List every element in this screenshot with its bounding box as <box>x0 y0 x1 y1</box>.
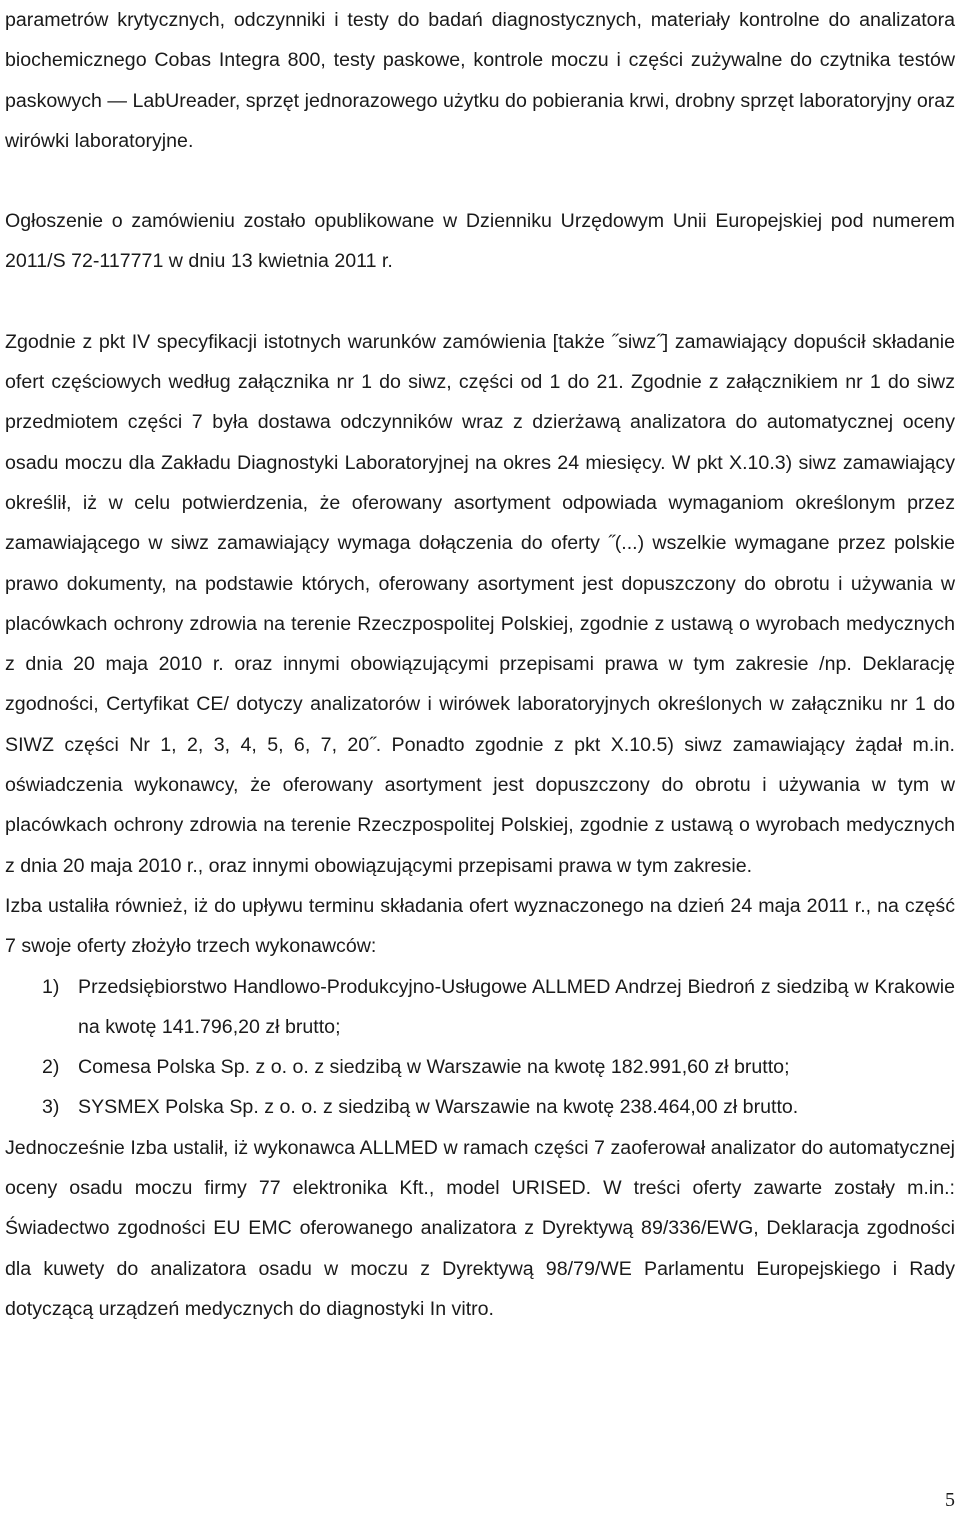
list-item-number: 2) <box>42 1056 60 1079</box>
paragraph-offers-intro: Izba ustaliła również, iż do upływu terminu składania ofert wyznaczonego na dzień 24 maja 2011 r., na część 7 swoje oferty złożyło trzech wykonawców: <box>5 894 955 958</box>
paragraph-allmed-offer: Jednocześnie Izba ustalił, iż wykonawca ALLMED w ramach części 7 zaoferował analizator do automatycznej oceny osadu moczu firmy 77 elektronika Kft., model URISED. W treści oferty zawarte zostały m.in.: Świadectwo zgodności EU EMC oferowanego analizatora z Dyrektywą 89/336/EWG, Deklaracja zgodności dla kuwety do analizatora osadu w moczu z Dyrektywą 98/79/WE Parlamentu Europejskiego i Rady dotyczącą urządzeń medycznych do diagnostyki In vitro. <box>5 1136 955 1320</box>
document-page <box>5 0 955 1329</box>
list-item <box>5 1087 955 1127</box>
paragraph-spacer <box>5 161 955 201</box>
list-item-number: 3) <box>42 1096 60 1119</box>
list-item <box>5 1047 955 1087</box>
list-item-text: Comesa Polska Sp. z o. o. z siedzibą w Warszawie na kwotę 182.991,60 zł brutto; <box>78 1056 790 1079</box>
paragraph-spacer <box>5 282 955 322</box>
list-item-text: Przedsiębiorstwo Handlowo-Produkcyjno-Usługowe ALLMED Andrzej Biedroń z siedzibą w Krakowie na kwotę 141.796,20 zł brutto; <box>78 975 955 1038</box>
paragraph-scope: parametrów krytycznych, odczynniki i testy do badań diagnostycznych, materiały kontrolne do analizatora biochemicznego Cobas Integra 800, testy paskowe, kontrole moczu i części zużywalne do czytnika testów paskowych ― LabUreader, sprzęt jednorazowego użytku do pobierania krwi, drobny sprzęt laboratoryjny oraz wirówki laboratoryjne. <box>5 9 955 152</box>
offers-list <box>5 967 955 1128</box>
page-number: 5 <box>945 1489 955 1511</box>
list-item-number: 1) <box>42 975 60 998</box>
list-item-text: SYSMEX Polska Sp. z o. o. z siedzibą w Warszawie na kwotę 238.464,00 zł brutto. <box>78 1096 799 1119</box>
paragraph-siwz-requirements: Zgodnie z pkt IV specyfikacji istotnych warunków zamówienia [także ˝siwz˝] zamawiający dopuścił składanie ofert częściowych według załącznika nr 1 do siwz, części od 1 do 21. Zgodnie z załącznikiem nr 1 do siwz przedmiotem części 7 była dostawa odczynników wraz z dzierżawą analizatora do automatycznej oceny osadu moczu dla Zakładu Diagnostyki Laboratoryjnej na okres 24 miesięcy. W pkt X.10.3) siwz zamawiający określił, iż w celu potwierdzenia, że oferowany asortyment odpowiada wymaganiom określonym przez zamawiającego w siwz zamawiający wymaga dołączenia do oferty ˝(...) wszelkie wymagane przez polskie prawo dokumenty, na podstawie których, oferowany asortyment jest dopuszczony do obrotu i używania w placówkach ochrony zdrowia na terenie Rzeczpospolitej Polskiej, zgodnie z ustawą o wyrobach medycznych z dnia 20 maja 2010 r. oraz innymi obowiązującymi przepisami prawa w tym zakresie /np. Deklarację zgodności, Certyfikat CE/ dotyczy analizatorów i wirówek laboratoryjnych określonych w załączniku nr 1 do SIWZ części Nr 1, 2, 3, 4, 5, 6, 7, 20˝. Ponadto zgodnie z pkt X.10.5) siwz zamawiający żądał m.in. oświadczenia wykonawcy, że oferowany asortyment jest dopuszczony do obrotu i używania w tym w placówkach ochrony zdrowia na terenie Rzeczpospolitej Polskiej, zgodnie z ustawą o wyrobach medycznych z dnia 20 maja 2010 r., oraz innymi obowiązującymi przepisami prawa w tym zakresie. <box>5 330 955 877</box>
paragraph-publication-notice: Ogłoszenie o zamówieniu zostało opublikowane w Dzienniku Urzędowym Unii Europejskiej pod numerem 2011/S 72-117771 w dniu 13 kwietnia 2011 r. <box>5 210 955 273</box>
list-item <box>5 967 955 1048</box>
